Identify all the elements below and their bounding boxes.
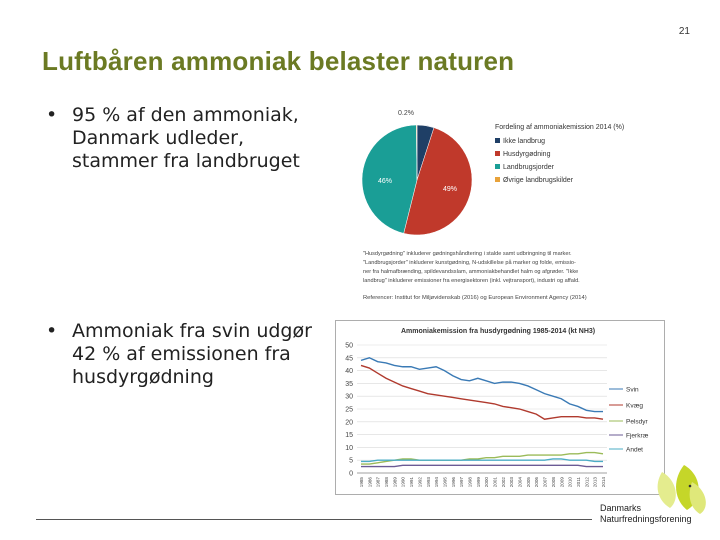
x-tick-label: 1993 [425,477,431,488]
x-tick-label: 1999 [475,477,481,488]
x-tick-label: 1995 [442,477,448,488]
legend-label: Kvæg [626,402,643,410]
x-tick-label: 2011 [575,477,581,487]
legend-label: Pelsdyr [626,418,648,426]
footer-divider [36,519,592,520]
legend-label: Svin [626,386,639,394]
bullet-marker: • [46,320,58,342]
x-tick-label: 1987 [375,477,381,488]
pie-legend-swatch [495,177,500,182]
x-tick-label: 1985 [359,477,364,488]
logo-line-1: Danmarks [600,503,642,513]
y-tick-label: 50 [345,342,353,350]
pie-reference: Referencer: Institut for Miljøvidenskab (2016) og European Environment Agency (2014) [363,295,587,301]
x-tick-label: 2008 [550,477,556,488]
legend-label: Andet [626,446,643,454]
y-tick-label: 0 [349,470,353,478]
y-tick-label: 45 [345,355,353,363]
pie-legend-label: Landbrugsjorder [503,164,554,171]
x-tick-label: 1990 [400,477,406,488]
y-tick-label: 35 [345,380,353,388]
logo-line-2: Naturfredningsforening [600,514,692,524]
x-tick-label: 1996 [450,477,456,488]
x-tick-label: 2010 [567,477,573,488]
y-tick-label: 30 [345,393,353,401]
pie-legend-label: Øvrige landbrugskilder [503,177,574,184]
slide-title: Luftbåren ammoniak belaster naturen [42,46,515,76]
y-tick-label: 25 [345,406,353,414]
x-tick-label: 1988 [384,477,390,488]
pie-legend-swatch [495,164,500,169]
y-tick-label: 20 [345,419,353,427]
x-tick-label: 2000 [484,477,490,488]
x-tick-label: 2004 [517,477,523,488]
bullet-text: Ammoniak fra svin udgør 42 % af emissionen fra husdyrgødning [72,320,312,388]
x-tick-label: 1989 [392,477,398,488]
pie-note-line: ner fra halmafbrænding, spildevandsslam, ammoniakbehandlet halm og afgrøder. "Ikke [363,269,579,275]
pie-legend-label: Ikke landbrug [503,138,546,145]
pie-chart-figure [360,105,660,305]
pie-legend-swatch [495,138,500,143]
logo-wordmark [600,503,692,525]
y-tick-label: 40 [345,368,353,376]
pie-chart-title: Fordeling af ammoniakemission 2014 (%) [495,124,625,131]
pie-legend-label: Husdyrgødning [503,151,551,158]
line-chart-title: Ammoniakemission fra husdyrgødning 1985-2014 (kt NH3) [401,328,596,335]
x-tick-label: 2001 [492,477,498,488]
pie-note-line: "Landbrugsjorder" inkluderer kunstgødning, N-udskillelse på marker og folde, emissio- [363,260,576,266]
bullet-marker: • [46,104,58,126]
bullet-text: 95 % af den ammoniak, Danmark udleder, stammer fra landbruget [72,104,300,172]
page-number: 21 [678,26,690,37]
x-tick-label: 1986 [367,477,373,488]
y-tick-label: 15 [345,432,353,440]
x-tick-label: 2003 [509,477,515,488]
x-tick-label: 2002 [500,477,506,488]
x-tick-label: 1994 [434,477,440,488]
pie-data-label: 0.2% [398,110,414,117]
y-tick-label: 5 [349,457,353,465]
x-tick-label: 2013 [592,477,598,488]
x-tick-label: 1991 [409,477,415,488]
pie-chart [360,105,660,305]
x-tick-label: 1997 [459,477,465,488]
x-tick-label: 2014 [601,477,606,488]
y-tick-label: 10 [345,444,353,452]
x-tick-label: 1992 [417,477,423,488]
pie-note-line: landbrug" inkluderer emissioner fra energisektoren (inkl. vejtransport), industri og affald. [363,278,580,284]
x-tick-label: 2009 [559,477,565,488]
x-tick-label: 1998 [467,477,473,488]
x-tick-label: 2006 [534,477,540,488]
legend-label: Fjerkræ [626,432,649,440]
x-tick-label: 2005 [525,477,531,488]
x-tick-label: 2012 [584,477,590,488]
pie-legend-swatch [495,151,500,156]
pie-data-label: 49% [443,186,458,193]
x-tick-label: 2007 [542,477,548,488]
pie-data-label: 46% [378,178,393,185]
pie-note-line: "Husdyrgødning" inkluderer gødningshåndtering i stalde samt udbringning til marker. [363,251,572,257]
